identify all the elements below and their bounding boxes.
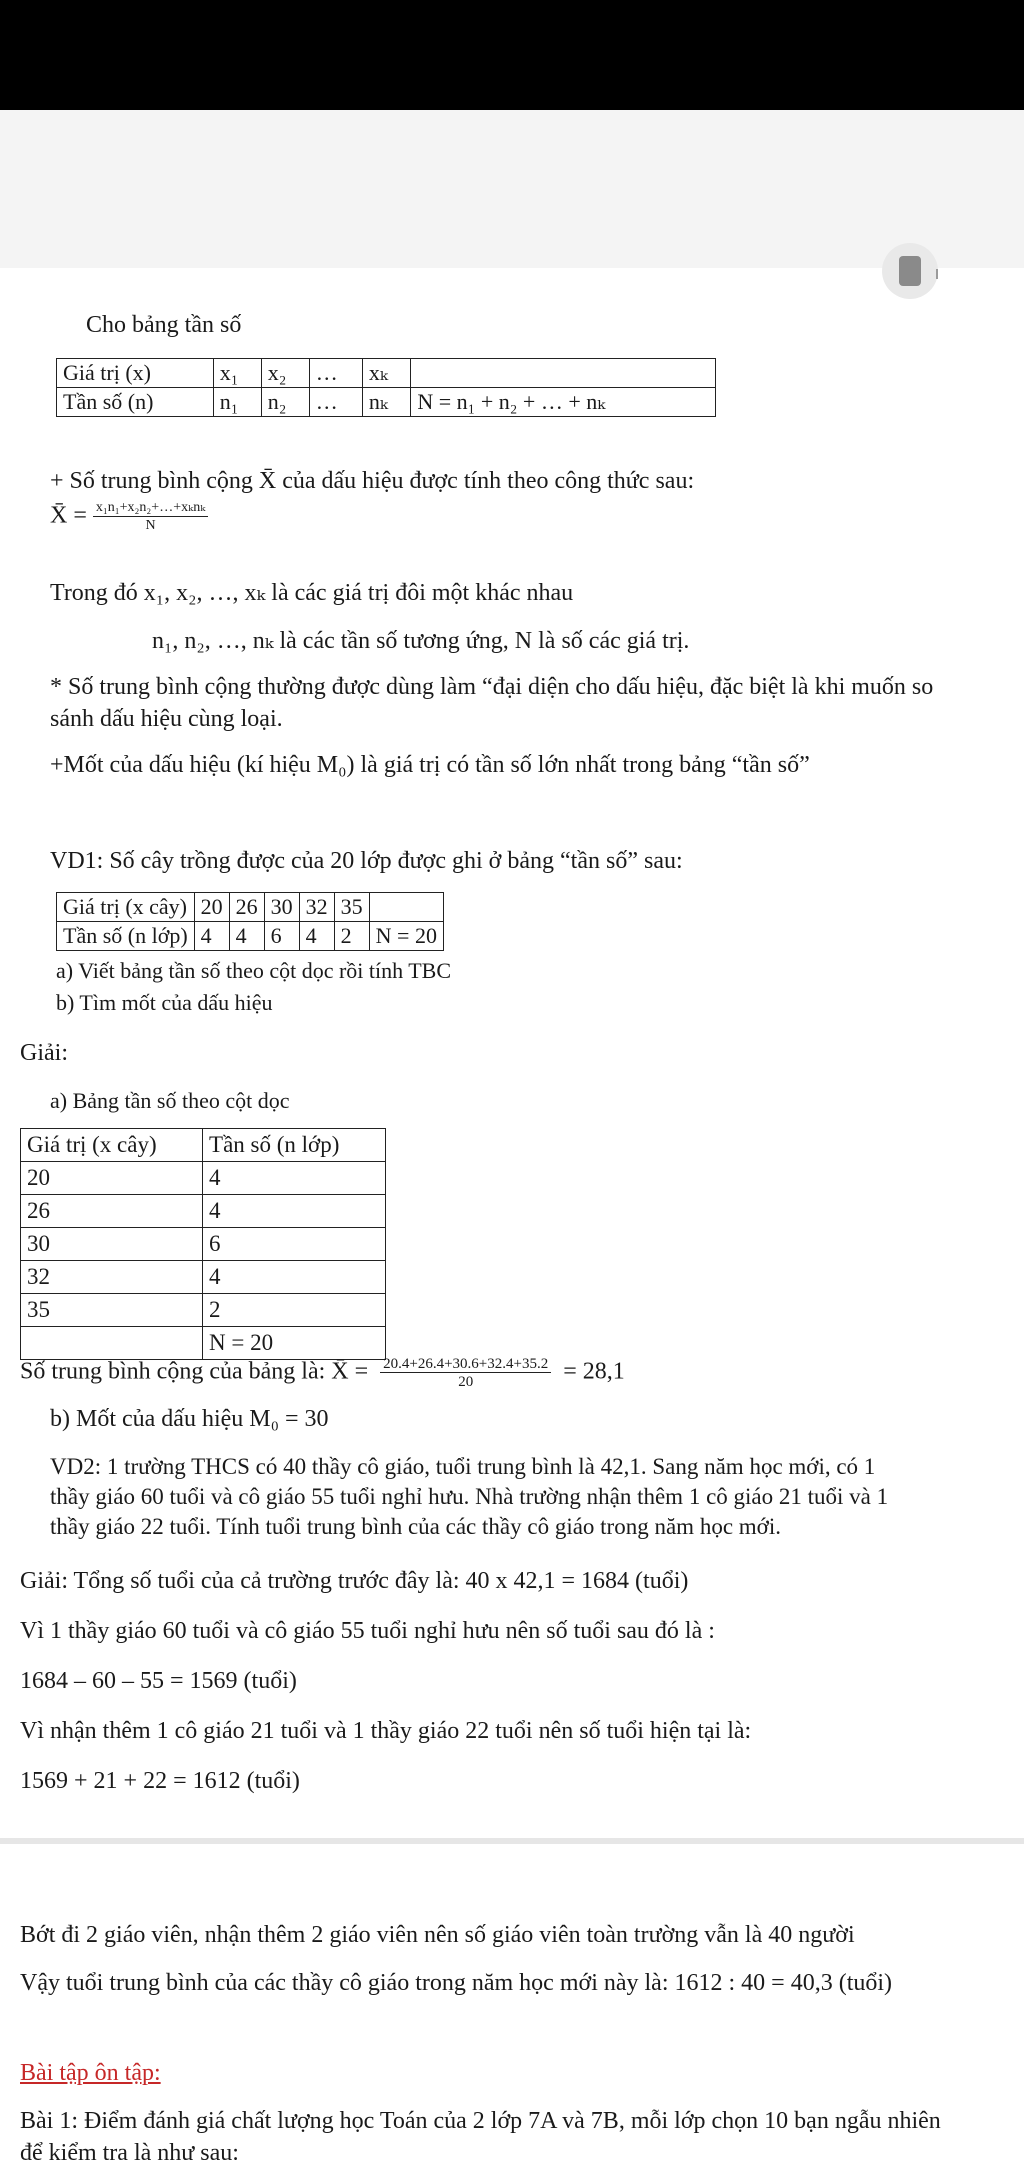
mean-calculation: Số trung bình cộng của bảng là: X̄ = $\frac{20.4+26.4+30.6+32.4+35.2}{20}$ = 28,1 bbox=[20, 1356, 625, 1390]
solution-label: Giải: bbox=[20, 1040, 68, 1066]
table3-row bbox=[21, 1162, 386, 1195]
table2-cell: 4 bbox=[194, 922, 229, 951]
table1-cell bbox=[411, 359, 716, 388]
vd1-title: VD1: Số cây trồng được của 20 lớp được ghi ở bảng “tần số” sau: bbox=[50, 848, 683, 874]
table3-cell: 4 bbox=[203, 1261, 386, 1294]
table1-row bbox=[57, 359, 716, 388]
table1-cell: x₁ bbox=[213, 359, 261, 388]
table1-cell: … bbox=[309, 388, 362, 417]
table2-cell: Tần số (n lớp) bbox=[57, 922, 195, 951]
page-menu-button[interactable] bbox=[882, 243, 938, 299]
vd2-solution-5: 1569 + 21 + 22 = 1612 (tuổi) bbox=[20, 1768, 300, 1794]
mean-formula: X̄ = $\frac{\text{x₁n₁+x₂n₂+…+xₖnₖ}}{N}$ bbox=[50, 500, 208, 534]
table3-row bbox=[21, 1261, 386, 1294]
table3-row bbox=[21, 1195, 386, 1228]
table3-row bbox=[21, 1294, 386, 1327]
table3-header-cell: Giá trị (x cây) bbox=[21, 1129, 203, 1162]
table1-cell: n₂ bbox=[261, 388, 309, 417]
table3-cell bbox=[21, 1327, 203, 1360]
table3-cell: 6 bbox=[203, 1228, 386, 1261]
table3-cell: 30 bbox=[21, 1228, 203, 1261]
solution-b: b) Mốt của dấu hiệu M₀ = 30 bbox=[50, 1406, 329, 1432]
frequency-table-vd1 bbox=[56, 892, 444, 951]
formula-denominator: N bbox=[145, 518, 156, 533]
frequency-table-vertical bbox=[20, 1128, 386, 1360]
table2-row bbox=[57, 922, 444, 951]
review-exercises-title: Bài tập ôn tập: bbox=[20, 2060, 161, 2086]
table3-cell: 2 bbox=[203, 1294, 386, 1327]
vd2-solution-4: Vì nhận thêm 1 cô giáo 21 tuổi và 1 thầy giáo 22 tuổi nên số tuổi hiện tại là: bbox=[20, 1718, 752, 1744]
vd2-solution-1: Giải: Tổng số tuổi của cả trường trước đây là: 40 x 42,1 = 1684 (tuổi) bbox=[20, 1568, 689, 1594]
vd2-solution-6: Bớt đi 2 giáo viên, nhận thêm 2 giáo viên nên số giáo viên toàn trường vẫn là 40 người bbox=[20, 1922, 855, 1948]
table2-cell: 4 bbox=[299, 922, 334, 951]
mode-definition: +Mốt của dấu hiệu (kí hiệu M₀) là giá trị có tần số lớn nhất trong bảng “tần số” bbox=[50, 752, 810, 778]
table2-row bbox=[57, 893, 444, 922]
mean-definition: + Số trung bình cộng X̄ của dấu hiệu được tính theo công thức sau: bbox=[50, 468, 695, 494]
table2-cell: 6 bbox=[264, 922, 299, 951]
where-line-1: Trong đó x₁, x₂, …, xₖ là các giá trị đôi một khác nhau bbox=[50, 580, 574, 606]
table1-cell: … bbox=[309, 359, 362, 388]
table1-cell: xₖ bbox=[362, 359, 411, 388]
formula-numerator: x₁n₁+x₂n₂+…+xₖnₖ bbox=[93, 500, 208, 517]
table3-cell: 4 bbox=[203, 1195, 386, 1228]
table1-cell: nₖ bbox=[362, 388, 411, 417]
table1-cell: N = n₁ + n₂ + … + nₖ bbox=[411, 388, 716, 417]
table2-cell: 2 bbox=[334, 922, 369, 951]
vd2-line-3: thầy giáo 22 tuổi. Tính tuổi trung bình của các thầy cô giáo trong năm học mới. bbox=[50, 1514, 781, 1539]
table2-cell: 35 bbox=[334, 893, 369, 922]
note-line-1: * Số trung bình cộng thường được dùng làm “đại diện cho dấu hiệu, đặc biệt là khi muốn so bbox=[50, 674, 934, 700]
table1-cell: x₂ bbox=[261, 359, 309, 388]
table2-cell: 4 bbox=[229, 922, 264, 951]
table3-cell: N = 20 bbox=[203, 1327, 386, 1360]
mean-calc-numerator: 20.4+26.4+30.6+32.4+35.2 bbox=[380, 1356, 551, 1373]
page-menu-icon bbox=[899, 256, 921, 286]
vd2-solution-2: Vì 1 thầy giáo 60 tuổi và cô giáo 55 tuổi nghỉ hưu nên số tuổi sau đó là : bbox=[20, 1618, 715, 1644]
table3-cell: 35 bbox=[21, 1294, 203, 1327]
table3-cell: 26 bbox=[21, 1195, 203, 1228]
table2-cell: 32 bbox=[299, 893, 334, 922]
table2-cell: 26 bbox=[229, 893, 264, 922]
table3-cell: 20 bbox=[21, 1162, 203, 1195]
table3-header-row bbox=[21, 1129, 386, 1162]
exercise-1-line-1: Bài 1: Điểm đánh giá chất lượng học Toán của 2 lớp 7A và 7B, mỗi lớp chọn 10 bạn ngẫu nhiên bbox=[20, 2108, 941, 2134]
solution-a-label: a) Bảng tần số theo cột dọc bbox=[50, 1088, 290, 1113]
table3-cell: 32 bbox=[21, 1261, 203, 1294]
table1-cell: Giá trị (x) bbox=[57, 359, 214, 388]
table1-cell: Tần số (n) bbox=[57, 388, 214, 417]
exercise-1-line-2: để kiểm tra là như sau: bbox=[20, 2140, 239, 2166]
intro-title: Cho bảng tần số bbox=[86, 312, 242, 338]
frequency-table-general bbox=[56, 358, 716, 417]
table3-header-cell: Tần số (n lớp) bbox=[203, 1129, 386, 1162]
vd1-question-b: b) Tìm mốt của dấu hiệu bbox=[56, 990, 273, 1015]
vd2-solution-7: Vậy tuổi trung bình của các thầy cô giáo trong năm học mới này là: 1612 : 40 = 40,3 (tuổi) bbox=[20, 1970, 893, 1996]
top-black-bar bbox=[0, 0, 1024, 110]
mean-calc-denominator: 20 bbox=[458, 1374, 474, 1390]
vd2-line-2: thầy giáo 60 tuổi và cô giáo 55 tuổi nghỉ hưu. Nhà trường nhận thêm 1 cô giáo 21 tuổi và 1 bbox=[50, 1484, 889, 1509]
table2-cell bbox=[369, 893, 443, 922]
table1-cell: n₁ bbox=[213, 388, 261, 417]
vd2-solution-3: 1684 – 60 – 55 = 1569 (tuổi) bbox=[20, 1668, 297, 1694]
table3-cell: 4 bbox=[203, 1162, 386, 1195]
header-band bbox=[0, 110, 1024, 268]
vd2-line-1: VD2: 1 trường THCS có 40 thầy cô giáo, tuổi trung bình là 42,1. Sang năm học mới, có 1 bbox=[50, 1454, 876, 1479]
table2-cell: N = 20 bbox=[369, 922, 443, 951]
table2-cell: 30 bbox=[264, 893, 299, 922]
vd1-question-a: a) Viết bảng tần số theo cột dọc rồi tính TBC bbox=[56, 958, 452, 983]
section-divider bbox=[0, 1838, 1024, 1844]
table1-row bbox=[57, 388, 716, 417]
note-line-2: sánh dấu hiệu cùng loại. bbox=[50, 706, 283, 732]
where-line-2: n₁, n₂, …, nₖ là các tần số tương ứng, N là số các giá trị. bbox=[152, 628, 690, 654]
table2-cell: Giá trị (x cây) bbox=[57, 893, 195, 922]
table2-cell: 20 bbox=[194, 893, 229, 922]
table3-row bbox=[21, 1228, 386, 1261]
table3-row bbox=[21, 1327, 386, 1360]
